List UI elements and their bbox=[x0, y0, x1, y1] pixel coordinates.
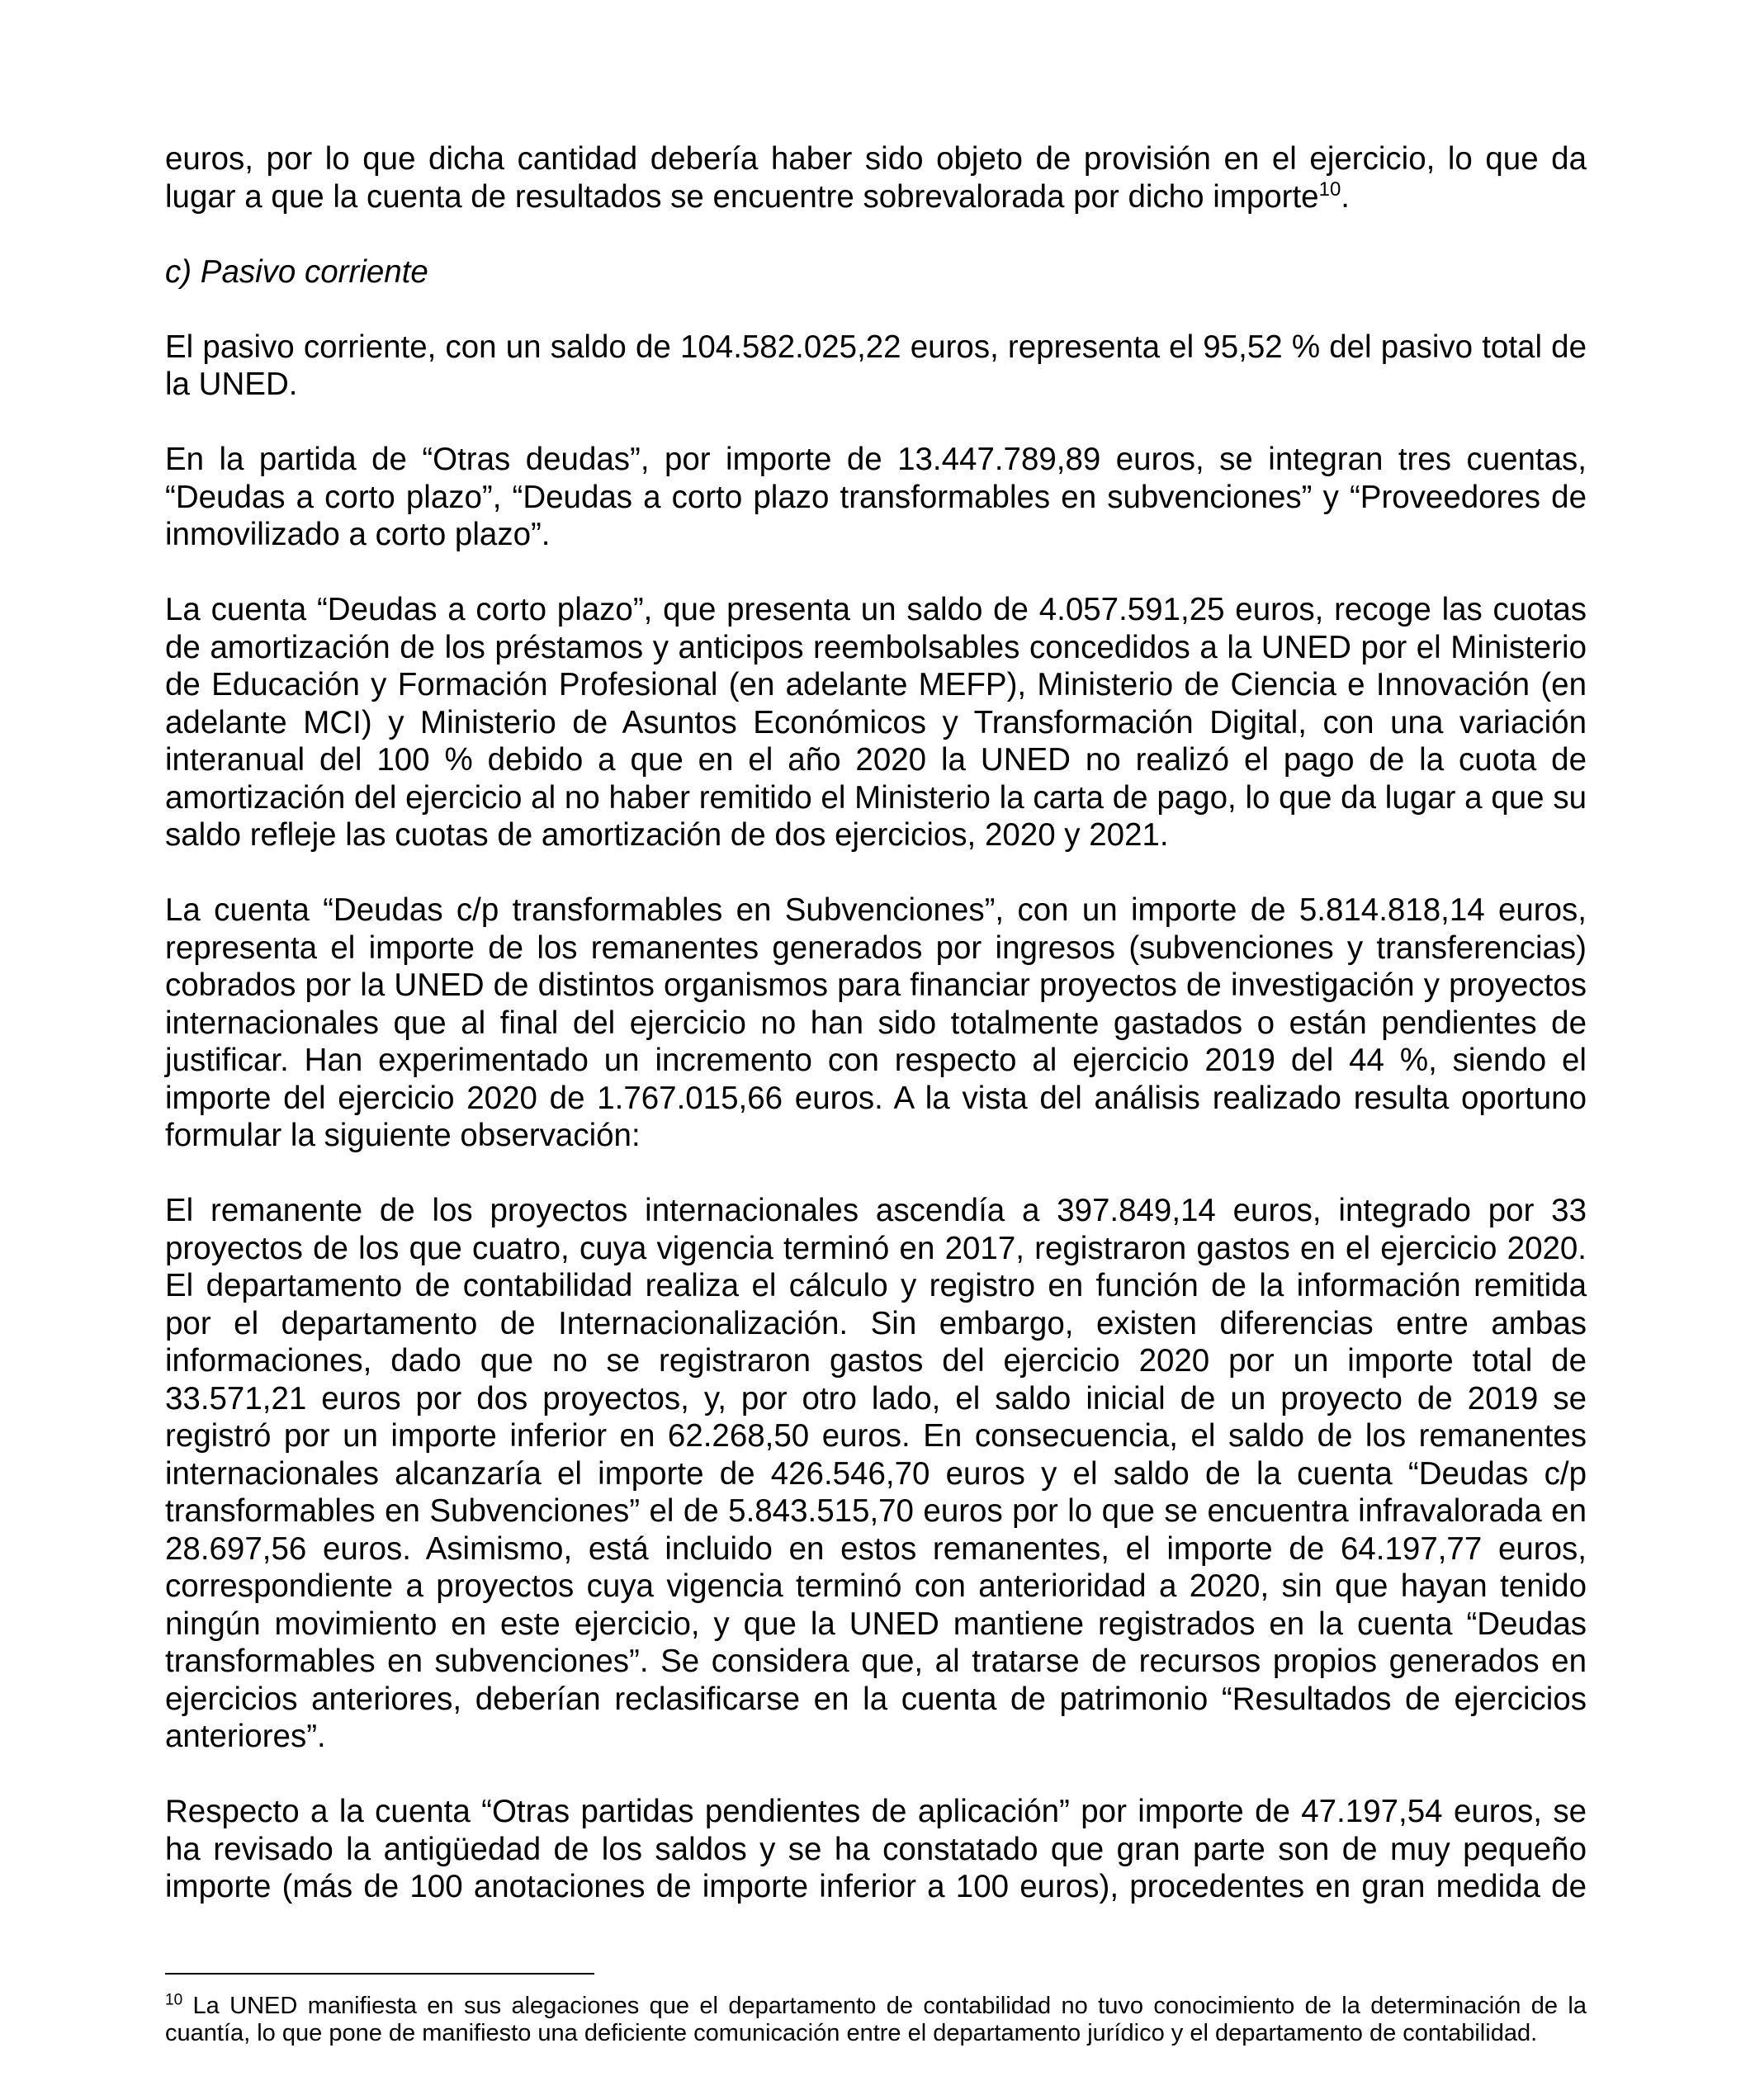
footnote bbox=[165, 1993, 1587, 2047]
document-body bbox=[165, 140, 1587, 1943]
paragraph-pasivo-corriente: El pasivo corriente, con un saldo de 104.582.025,22 euros, representa el 95,52 % del pasivo total de la UNED. bbox=[165, 329, 1587, 402]
paragraph-provision: euros, por lo que dicha cantidad debería haber sido objeto de provisión en el ejercicio, lo que da lugar a que la cuenta de resultados se encuentre sobrevalorada por dicho importe$^{10}$. bbox=[165, 141, 1587, 215]
paragraph-deudas-corto-plazo: La cuenta “Deudas a corto plazo”, que presenta un saldo de 4.057.591,25 euros, recoge las cuotas de amortización de los préstamos y anticipos reembolsables concedidos a la UNED por el Ministerio de Educación y Formación Profesional (en adelante MEFP), Ministerio de Ciencia e Innovación (en adelante MCI) y Ministerio de Asuntos Económicos y Transformación Digital, con una variación interanual del 100 % debido a que en el año 2020 la UNED no realizó el pago de la cuota de amortización del ejercicio al no haber remitido el Ministerio la carta de pago, lo que da lugar a que su saldo refleje las cuotas de amortización de dos ejercicios, 2020 y 2021. bbox=[165, 592, 1587, 853]
paragraph-remanente-internacional: El remanente de los proyectos internacionales ascendía a 397.849,14 euros, integrado por 33 proyectos de los que cuatro, cuya vigencia terminó en 2017, registraron gastos en el ejercicio 2020. El departamento de contabilidad realiza el cálculo y registro en función de la información remitida por el departamento de Internacionalización. Sin embargo, existen diferencias entre ambas informaciones, dado que no se registraron gastos del ejercicio 2020 por un importe total de 33.571,21 euros por dos proyectos, y, por otro lado, el saldo inicial de un proyecto de 2019 se registró por un importe inferior en 62.268,50 euros. En consecuencia, el saldo de los remanentes internacionales alcanzaría el importe de 426.546,70 euros y el saldo de la cuenta “Deudas c/p transformables en Subvenciones” el de 5.843.515,70 euros por lo que se encuentra infravalorada en 28.697,56 euros. Asimismo, está incluido en estos remanentes, el importe de 64.197,77 euros, correspondiente a proyectos cuya vigencia terminó con anterioridad a 2020, sin que hayan tenido ningún movimiento en este ejercicio, y que la UNED mantiene registrados en la cuenta “Deudas transformables en subvenciones”. Se considera que, al tratarse de recursos propios generados en ejercicios anteriores, deberían reclasificarse en la cuenta de patrimonio “Resultados de ejercicios anteriores”. bbox=[165, 1193, 1587, 1754]
footnote-number: 10 bbox=[165, 1991, 183, 2009]
paragraph-otras-deudas: En la partida de “Otras deudas”, por importe de 13.447.789,89 euros, se integran tres cuentas, “Deudas a corto plazo”, “Deudas a corto plazo transformables en subvenciones” y “Proveedores de inmovilizado a corto plazo”. bbox=[165, 442, 1587, 552]
footnote-text: La UNED manifiesta en sus alegaciones que el departamento de contabilidad no tuvo conocimiento de la determinación de la cuantía, lo que pone de manifiesto una deficiente comunicación entre el departamento jurídico y el departamento de contabilidad. bbox=[165, 1993, 1587, 2046]
footnote-separator bbox=[165, 1973, 594, 1975]
section-heading: c) Pasivo corriente bbox=[165, 253, 428, 290]
footnote-reference[interactable]: 10 bbox=[1318, 177, 1341, 201]
paragraph-deudas-transformables: La cuenta “Deudas c/p transformables en Subvenciones”, con un importe de 5.814.818,14 euros, representa el importe de los remanentes generados por ingresos (subvenciones y transferencias) cobrados por la UNED de distintos organismos para financiar proyectos de investigación y proyectos internacionales que al final del ejercicio no han sido totalmente gastados o están pendientes de justificar. Han experimentado un incremento con respecto al ejercicio 2019 del 44 %, siendo el importe del ejercicio 2020 de 1.767.015,66 euros. A la vista del análisis realizado resulta oportuno formular la siguiente observación: bbox=[165, 892, 1587, 1153]
paragraph-otras-partidas: Respecto a la cuenta “Otras partidas pendientes de aplicación” por importe de 47.197,54 euros, se ha revisado la antigüedad de los saldos y se ha constatado que gran parte son de muy pequeño importe (más de 100 anotaciones de importe inferior a 100 euros), procedentes en gran medida de bbox=[165, 1794, 1587, 1904]
